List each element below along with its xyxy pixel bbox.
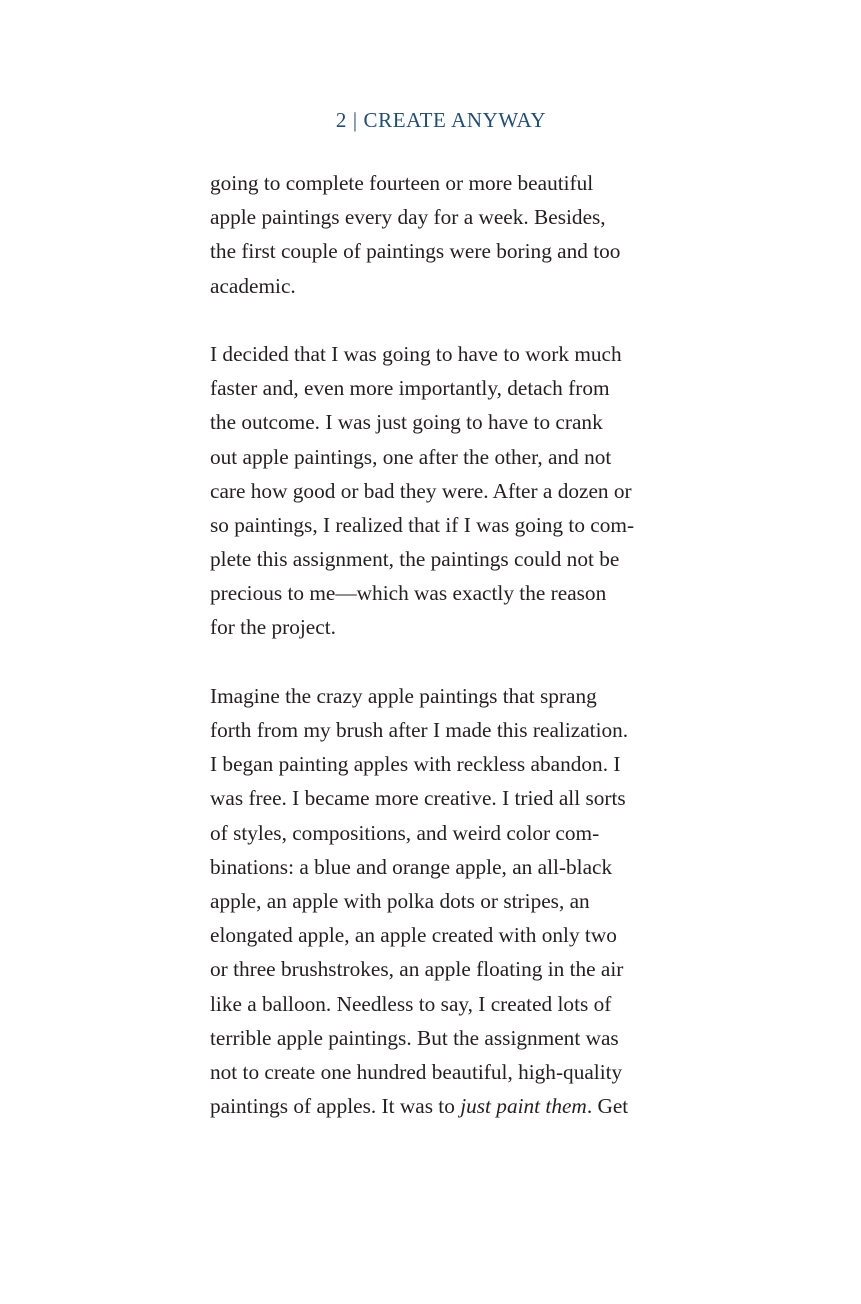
paragraph-1 bbox=[210, 166, 680, 303]
text-line: or three brushstrokes, an apple floating in the air bbox=[210, 957, 624, 982]
text-line: the outcome. I was just going to have to crank bbox=[210, 410, 603, 435]
paragraph-3 bbox=[210, 679, 680, 1123]
chapter-title: CREATE ANYWAY bbox=[363, 108, 547, 132]
text-line: academic. bbox=[210, 273, 296, 298]
text-line: so paintings, I realized that if I was going to com- bbox=[210, 512, 635, 537]
text-line: care how good or bad they were. After a dozen or bbox=[210, 478, 632, 503]
header-separator: | bbox=[352, 108, 358, 132]
text-line: out apple paintings, one after the other, and not bbox=[210, 444, 612, 469]
text-line: of styles, compositions, and weird color com- bbox=[210, 820, 600, 845]
text-line: plete this assignment, the paintings could not be bbox=[210, 547, 620, 572]
text-line: forth from my brush after I made this realization. bbox=[210, 718, 629, 742]
text-run: paintings of apples. It was to bbox=[210, 1094, 461, 1119]
text-line: like a balloon. Needless to say, I created lots of bbox=[210, 991, 612, 1016]
running-header bbox=[0, 106, 861, 134]
paragraph-2 bbox=[210, 337, 680, 645]
body-text bbox=[210, 166, 680, 1157]
text-line: the first couple of paintings were boring and too bbox=[210, 239, 621, 264]
text-line: for the project. bbox=[210, 615, 336, 640]
text-line: apple paintings every day for a week. Besides, bbox=[210, 205, 606, 230]
text-line: terrible apple paintings. But the assignment was bbox=[210, 1025, 619, 1050]
page-number: 2 bbox=[335, 108, 347, 132]
text-line: elongated apple, an apple created with only two bbox=[210, 923, 617, 948]
text-line: faster and, even more importantly, detach from bbox=[210, 376, 610, 401]
text-line: was free. I became more creative. I tried all sorts bbox=[210, 786, 626, 811]
text-line: Imagine the crazy apple paintings that sprang bbox=[210, 683, 597, 708]
text-line: apple, an apple with polka dots or stripes, an bbox=[210, 888, 590, 913]
text-line: I decided that I was going to have to work much bbox=[210, 341, 622, 366]
text-line: binations: a blue and orange apple, an all-black bbox=[210, 854, 613, 879]
text-line: I began painting apples with reckless abandon. I bbox=[210, 752, 621, 777]
text-line-final bbox=[210, 1089, 680, 1123]
text-run: . Get bbox=[586, 1094, 629, 1119]
text-line: not to create one hundred beautiful, high-quality bbox=[210, 1059, 623, 1084]
text-line: going to complete fourteen or more beautiful bbox=[210, 171, 594, 195]
emphasis-text: just paint them bbox=[460, 1094, 587, 1119]
text-line: precious to me—which was exactly the reason bbox=[210, 581, 607, 606]
